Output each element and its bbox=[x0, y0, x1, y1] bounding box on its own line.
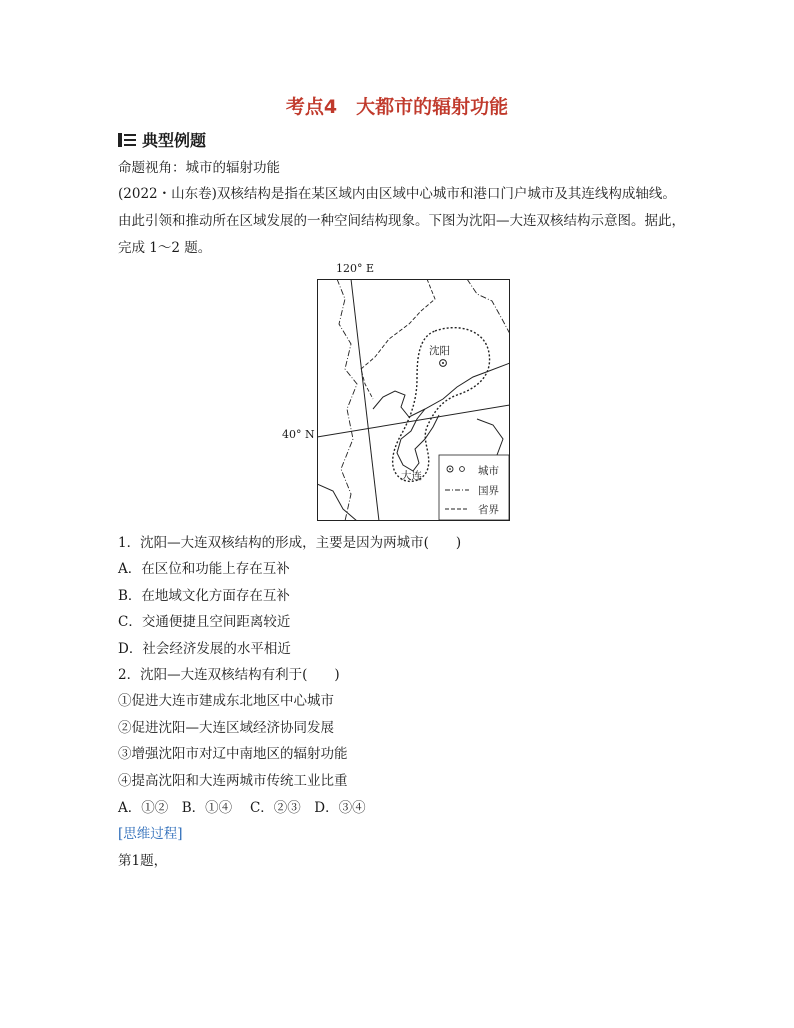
section-list-icon bbox=[118, 132, 136, 148]
legend-provincial-border-label: 省界 bbox=[478, 504, 499, 516]
q1-stem: 1．沈阳—大连双核结构的形成，主要是因为两城市( ) bbox=[118, 535, 462, 551]
section-heading-text: 典型例题 bbox=[142, 131, 207, 150]
thinking-process-label: [思维过程] bbox=[118, 826, 183, 842]
q1-option-b: B．在地域文化方面存在互补 bbox=[118, 588, 290, 604]
longitude-label: 120° E bbox=[336, 262, 375, 275]
intro-line-3: 完成 1～2 题。 bbox=[118, 240, 212, 256]
legend-national-border-label: 国界 bbox=[478, 485, 499, 497]
intro-line-2: 由此引领和推动所在区域发展的一种空间结构现象。下图为沈阳—大连双核结构示意图。据此， bbox=[118, 213, 685, 229]
shenyang-label: 沈阳 bbox=[429, 345, 450, 357]
q1-analysis-heading: 第1题， bbox=[118, 853, 168, 869]
q1-option-c: C．交通便捷且空间距离较近 bbox=[118, 614, 291, 630]
q2-item-4: ④提高沈阳和大连两城市传统工业比重 bbox=[118, 773, 348, 789]
q2-options: A．①② B．①④ C．②③ D．③④ bbox=[118, 800, 366, 816]
q2-item-2: ②促进沈阳—大连区域经济协同发展 bbox=[118, 720, 334, 736]
legend-city-label: 城市 bbox=[478, 465, 499, 477]
q1-option-a: A．在区位和功能上存在互补 bbox=[118, 561, 290, 577]
perspective-line: 命题视角：城市的辐射功能 bbox=[118, 160, 280, 176]
intro-line-1: (2022・山东卷)双核结构是指在某区域内由区域中心城市和港口门户城市及其连线构成轴线。 bbox=[118, 186, 676, 202]
q2-item-3: ③增强沈阳市对辽中南地区的辐射功能 bbox=[118, 746, 348, 762]
q2-stem: 2．沈阳—大连双核结构有利于( ) bbox=[118, 667, 340, 683]
q2-item-1: ①促进大连市建成东北地区中心城市 bbox=[118, 693, 334, 709]
section-heading bbox=[118, 128, 206, 151]
q1-option-d: D．社会经济发展的水平相近 bbox=[118, 641, 291, 657]
latitude-label: 40° N bbox=[282, 428, 315, 441]
map-figure bbox=[317, 279, 510, 521]
page-title: 考点4 大都市的辐射功能 bbox=[285, 96, 509, 118]
dalian-label: 大连 bbox=[401, 470, 422, 482]
